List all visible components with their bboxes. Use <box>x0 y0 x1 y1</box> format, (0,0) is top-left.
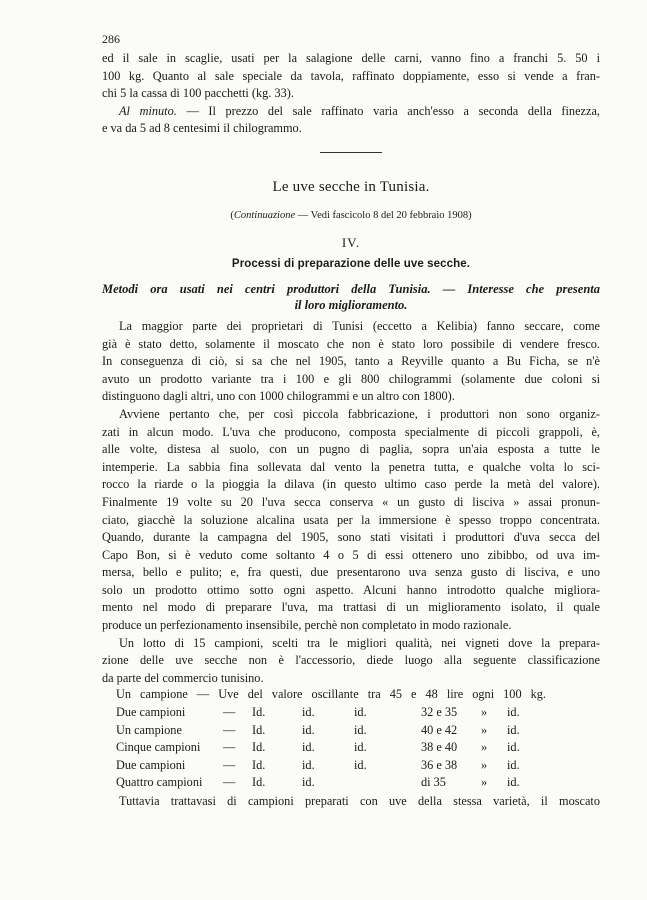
retail-paragraph <box>102 103 600 138</box>
row-ditto: » <box>481 722 488 737</box>
text-line: alle volte, distesa al suolo, con un pugno di paglia, sopra un'aia esposta a tutte le <box>102 442 600 457</box>
text-line: chi 5 la cassa di 100 pacchetti (kg. 33). <box>102 86 294 101</box>
text-line: intemperie. La sabbia fina sollevata dal vento la penetra tutta, e qualche volta lo sci- <box>102 459 600 474</box>
row-end: id. <box>507 757 520 772</box>
row-dash: — <box>223 775 236 790</box>
row-id: Id. <box>252 740 266 755</box>
paragraph-1 <box>102 318 600 406</box>
row-end: id. <box>507 740 520 755</box>
row-id <box>354 775 421 793</box>
row-end: id. <box>507 705 520 720</box>
text-line: ed il sale in scaglie, usati per la salagione delle carni, vanno fino a franchi 5. 50 i <box>102 51 600 65</box>
text-line: Quando, durante la campagna del 1905, sono stati visitati i produttori d'uva secca del <box>102 530 600 545</box>
row-ditto: » <box>481 740 488 755</box>
text-line: La maggior parte dei proprietari di Tunisi (eccetto a Kelibia) fanno seccare, come <box>119 318 600 333</box>
text-line: zione delle uve secche non è l'accessorio, diede luogo alla seguente classificazione <box>102 653 600 668</box>
retail-label: Al minuto. <box>119 103 177 118</box>
row-range: di 35 <box>421 775 446 790</box>
table-row <box>116 687 547 705</box>
row-label: Un campione <box>116 722 182 737</box>
table-first-row: Un campione — Uve del valore oscillante tra 45 e 48 lire ogni 100 kg. <box>116 687 546 702</box>
row-end: id. <box>507 722 520 737</box>
row-ditto: » <box>481 705 488 720</box>
text-line: già è stato detto, solamente il moscato che non è stato loro possibile di vendere fresco. <box>102 336 600 351</box>
text-line: Capo Bon, si è veduto come soltanto 4 o 5 di essi ottenero uno zibibbo, od uva im- <box>102 547 600 562</box>
row-id: id. <box>302 705 315 720</box>
article-title: Le uve secche in Tunisia. <box>272 178 430 195</box>
retail-text: — Il prezzo del sale raffinato varia anch'esso a seconda della finezza, <box>186 103 600 118</box>
section-title: Processi di preparazione delle uve secche. <box>231 257 471 270</box>
text-line: Finalmente 19 volte su 20 l'uva secca conserva « un gusto di lisciva » assai pronun- <box>102 494 600 509</box>
row-id: id. <box>354 722 367 737</box>
row-ditto: » <box>481 757 488 772</box>
continuation-label: Continuazione <box>233 209 296 221</box>
row-range: 32 e 35 <box>421 705 458 720</box>
text-line: Un lotto di 15 campioni, scelti tra le migliori qualità, nei vigneti dove la prepara- <box>119 635 600 650</box>
text-line: mento nel modo di preparare l'uva, ma trattasi di un miglioramento isolato, il quale <box>102 600 600 615</box>
continuation-note: (Continuazione — Vedi fascicolo 8 del 20 febbraio 1908) <box>230 209 472 221</box>
paragraph-3 <box>102 635 600 688</box>
document-page <box>102 32 600 811</box>
row-id: Id. <box>252 757 266 772</box>
chapter-number: IV. <box>341 234 361 250</box>
row-id: Id. <box>252 705 266 720</box>
text-line: In conseguenza di ciò, si sa che nel 1905, tanto a Reyville quanto a Bu Ficha, se n'è <box>102 354 600 369</box>
paragraph-2 <box>102 406 600 635</box>
separator-rule <box>320 152 382 153</box>
row-ditto: » <box>481 775 488 790</box>
row-id: id. <box>354 740 367 755</box>
page-number: 286 <box>102 32 120 46</box>
row-range: 38 e 40 <box>421 740 458 755</box>
row-end: id. <box>507 775 520 790</box>
row-label: Due campioni <box>116 757 186 772</box>
row-id: id. <box>302 757 315 772</box>
row-label: Cinque campioni <box>116 740 201 755</box>
text-line: ciato, giacchè la soluzione alcalina usata per la immersione è spesso troppo concentrata. <box>102 512 600 527</box>
top-paragraph <box>102 50 600 103</box>
row-dash: — <box>223 740 236 755</box>
row-id: id. <box>354 705 367 720</box>
row-label: Quattro campioni <box>116 775 203 790</box>
row-id: id. <box>302 740 315 755</box>
final-line: Tuttavia trattavasi di campioni preparati con uve della stessa varietà, il moscato <box>119 794 600 808</box>
text-line: produce un perfezionamento insensibile, perchè non completato in modo razionale. <box>102 618 512 633</box>
text-line: solo un prodotto ottimo sotto ogni aspetto. Alcuni hanno introdotto qualche migliora- <box>102 582 600 597</box>
row-range: 36 e 38 <box>421 757 458 772</box>
table-row <box>116 705 547 723</box>
text-line: 100 kg. Quanto al sale speciale da tavola, raffinato doppiamente, esso si vende a fran- <box>102 68 600 83</box>
text-line: mersa, bello e pulito; e, fra questi, due presentarono uva senza gusto di lisciva, e uno <box>102 565 600 580</box>
text-line <box>102 103 600 121</box>
row-id: Id. <box>252 775 266 790</box>
classification-table <box>116 687 547 793</box>
text-line: distinguono dagli altri, uno con 1000 chilogrammi e un altro con 1800). <box>102 389 455 404</box>
row-id: Id. <box>252 722 266 737</box>
row-label: Due campioni <box>116 705 186 720</box>
subsection-heading <box>102 281 600 313</box>
continuation-rest: — Vedi fascicolo 8 del 20 febbraio 1908) <box>297 209 472 221</box>
row-id: id. <box>302 722 315 737</box>
table-row <box>116 775 547 793</box>
text-line: da parte del commercio tunisino. <box>102 670 264 685</box>
heading-line: il loro miglioramento. <box>294 297 408 312</box>
row-dash: — <box>223 705 236 720</box>
row-dash: — <box>223 757 236 772</box>
text-line: Avviene pertanto che, per così piccola fabbricazione, i produttori non sono organiz- <box>119 406 600 421</box>
text-line: avuto un prodotto variante tra i 100 e gli 800 chilogrammi (solamente due coloni si <box>102 371 600 386</box>
row-range: 40 e 42 <box>421 722 458 737</box>
row-dash: — <box>223 722 236 737</box>
row-id: id. <box>354 757 367 772</box>
row-id: id. <box>302 775 315 790</box>
table-row <box>116 723 547 741</box>
table-row <box>116 740 547 758</box>
text-line: e va da 5 ad 8 centesimi il chilogrammo. <box>102 121 302 136</box>
text-line: rocco la riarde o la pioggia la dilava (in questo ultimo caso perde la metà del valore). <box>102 477 600 492</box>
text-line: zati in alcun modo. L'uva che producono, composta specialmente di piccoli grappoli, è, <box>102 424 600 439</box>
table-row <box>116 758 547 776</box>
heading-line: Metodi ora usati nei centri produttori della Tunisia. — Interesse che presenta <box>102 281 600 296</box>
